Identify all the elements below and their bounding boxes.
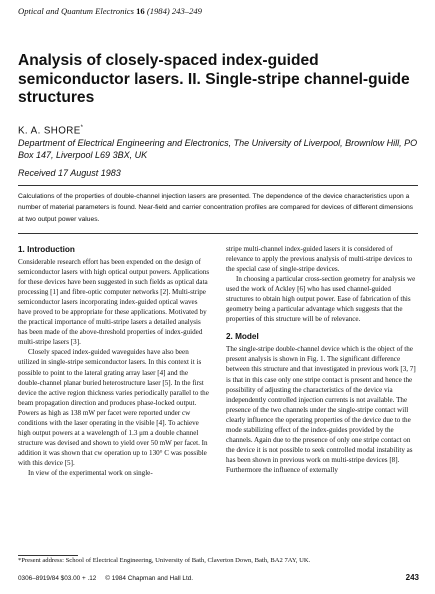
right-column (226, 244, 418, 475)
journal-volume: 16 (136, 6, 145, 16)
author-affiliation: Department of Electrical Engineering and Electronics, The University of Liverpool, Brownlow Hill, PO Box 147, Liverpool L69 3BX, UK (18, 138, 418, 160)
abstract: Calculations of the properties of double-channel injection lasers are presented. The dependence of the device characteristics upon a number of material parameters is found. Near-field and carrier concentration profiles are compared for devices of different dimensions at two output power values. (18, 193, 414, 223)
footnote-rule (18, 555, 78, 556)
received-date: Received 17 August 1983 (18, 168, 121, 178)
article-title: Analysis of closely-spaced index-guided semiconductor lasers. II. Single-stripe channel-guide structures (18, 52, 410, 106)
page-number: 243 (405, 573, 419, 582)
abstract-bottom-rule (18, 233, 418, 234)
left-column (18, 244, 210, 478)
author-line (18, 125, 83, 136)
intro-paragraph-3: In view of the experimental work on single- (28, 468, 153, 477)
author-footnote-mark: * (80, 125, 84, 131)
footnote: *Present address: School of Electrical Engineering, University of Bath, Claverton Down, Bath, BA2 7AY, UK. (18, 557, 311, 564)
intro-paragraph-4: In choosing a particular cross-section geometry for analysis we used the work of Ackley [6] who has used channel-guided structures to obtain high output power. Ease of fabrication of this geometry being a particular advantage which suggests that the properties of this structure will be of relevance. (226, 275, 416, 324)
intro-paragraph-3-continued: stripe multi-channel index-guided lasers it is considered of relevance to apply the previous analysis of multi-stripe devices to the special case of single-stripe devices. (226, 245, 413, 274)
running-head (18, 6, 202, 16)
section-heading-introduction: 1. Introduction (18, 245, 75, 254)
publication-codes: 0306–8919/84 $03.00 + .12 © 1984 Chapman and Hall Ltd. (18, 575, 194, 582)
abstract-top-rule (18, 185, 418, 186)
journal-name: Optical and Quantum Electronics (18, 6, 134, 16)
section-heading-model: 2. Model (226, 332, 259, 342)
intro-paragraph-2: Closely spaced index-guided waveguides have also been utilized in single-stripe semiconductor lasers. In this context it is possible to point to the lateral grating array laser [4] and the double-channel planar buried heterostructure laser [5]. In the first device the active region thickness varies periodically parallel to the beam propagation direction and produces phase-locked output. Powers as high as 138 mW per facet were reported under cw conditions with the laser operating in the visible [4]. To achieve high output powers at a wavelength of 1.3 μm a double channel structure was devised and shown to yield over 50 mW per facet. In addition it was shown that cw operation up to 130° C was possible with this device [5]. (18, 348, 209, 467)
author-name: K. A. SHORE (18, 125, 81, 137)
journal-pages: (1984) 243–249 (146, 6, 202, 16)
intro-paragraph-1: Considerable research effort has been expended on the design of semiconductor lasers with high optical output powers. Applications for these devices have been suggested in such fields as optical data processing [1] and fibre-optic computer networks [2]. Multi-stripe semiconductor lasers incorporating index-guided optical waves have proved to be appropriate for these applications. Motivated by the practical importance of multi-stripe lasers a detailed analysis has been made of the above-threshold properties of index-guided multi-stripe lasers [3]. (18, 258, 210, 347)
model-paragraph-1: The single-stripe double-channel device which is the object of the present analysis is shown in Fig. 1. The significant difference between this structure and that investigated in previous work [3, 7] is that in this case only one stripe contact is present and hence the possibility of adjusting the characteristics of the device via independently controlled injection currents is not available. The presence of the two channels under the single-stripe contact will clearly influence the operating properties of the device due to the mode stabilizing effect of the index-guides provided by the channels. Again due to the presence of only one stripe contact on the device it is not possible to seek controlled modal instability as has been shown in previous work on multi-stripe devices [8]. Furthermore the influence of externally (226, 345, 416, 474)
